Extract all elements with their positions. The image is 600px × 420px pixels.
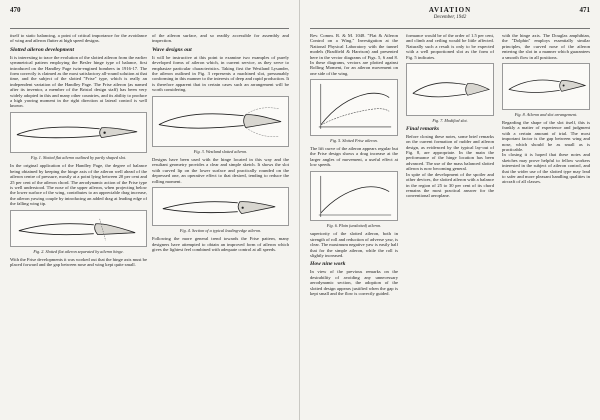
figure-7-caption: Fig. 7. Modified slot. bbox=[432, 117, 468, 123]
aileron-slot-arrangement-diagram bbox=[503, 64, 589, 109]
body-paragraph: It will be instructive at this point to examine two examples of purely developed forms of aileron which, in current service, as they serve to emphasize particular characteristics. Taking first the Westland Lysander, the aileron outlined in Fig. 3 represents a machined slot, presumably conforming in this manner to the interests of deep and rapid production. It is therefore apparent that in certain cases such an arrangement will be worth considering. bbox=[152, 54, 289, 93]
body-paragraph: with the hinge axis. The Douglas amphibian, the "Dolphin" employs essentially similar principles, the curved nose of the aileron entering the slot in a manner which guarantees a smooth flow in all positions. bbox=[502, 33, 590, 60]
left-column-1 bbox=[10, 33, 147, 419]
figure-7 bbox=[406, 63, 494, 116]
figure-5 bbox=[310, 79, 398, 136]
section-heading: Wave designs out bbox=[152, 46, 192, 53]
right-column-1 bbox=[310, 33, 398, 419]
figure-3-caption: Fig. 3. Westland slotted aileron. bbox=[193, 148, 248, 154]
section-heading: Slotted aileron development bbox=[10, 46, 75, 53]
body-paragraph: of the aileron surface, and so readily accessible for assembly and inspection. bbox=[152, 33, 289, 44]
left-page-header bbox=[10, 6, 289, 29]
figure-8-caption: Fig. 8. Aileron and slot arrangement. bbox=[514, 111, 578, 117]
figure-6-caption: Fig. 6. Plain (unslotted) aileron. bbox=[326, 223, 382, 229]
figure-6 bbox=[310, 171, 398, 222]
westland-aileron-diagram bbox=[153, 97, 288, 146]
aileron-section-diagram-2 bbox=[11, 211, 146, 246]
masthead: AVIATION bbox=[428, 6, 472, 14]
right-column-2 bbox=[406, 33, 494, 419]
body-paragraph: superiority of the slotted aileron, both in strength of roll and reduction of adverse yaw, is clear. The maximum negative yaw is easily half that for the simple aileron, while the roll is slightly increased. bbox=[310, 231, 398, 259]
body-paragraph: The lift curve of the aileron appears regular but the Frise design shows a drag increase at the larger angles of movement, a useful effect at low speeds. bbox=[310, 145, 398, 168]
aileron-section-diagram-1 bbox=[11, 113, 146, 152]
left-column-2 bbox=[152, 33, 289, 419]
plain-aileron-vector-diagram bbox=[311, 172, 397, 221]
body-paragraph: It is interesting to trace the evolution of the slotted aileron from the earlier symmetrical pattern employing the Besler hinge type of balance, first introduced on the Handley Page twin-engined bombers in 1916-17. The form correctly is claimed as the most satisfactory all-round solution at that time, and the subject of the slotted "Frise" type, which is really an independent variation of the Handley Page. The Frise aileron (as named after its inventor, a member of the Bristol design staff) has been very widely adopted in this and many other countries, and its ability to produce a high yawing moment in the right direction at lateral control is well known. bbox=[10, 54, 147, 109]
figure-1 bbox=[10, 112, 147, 153]
body-paragraph: In closing it is hoped that these notes and sketches may prove helpful to fellow workers interested in the subject of aileron control, and that the wider use of the slotted type may lead to safer and more pleasant handling qualities in aircraft of all classes. bbox=[502, 152, 590, 185]
figure-3 bbox=[152, 96, 289, 147]
figure-8 bbox=[502, 63, 590, 110]
figure-5-caption: Fig. 5. Slotted Frise aileron. bbox=[330, 137, 378, 143]
body-paragraph: In spite of the development of the spoiler and other devices, the slotted aileron with a balance in the region of 25 to 30 per cent of its chord remains the most practical answer for the conventional aeroplane. bbox=[406, 171, 494, 199]
left-page-number: 470 bbox=[10, 6, 21, 14]
modified-slot-diagram bbox=[407, 64, 493, 115]
issue-date: December, 1942 bbox=[433, 15, 467, 20]
figure-2 bbox=[10, 210, 147, 247]
section-heading: Final remarks bbox=[406, 125, 440, 132]
figure-2-caption: Fig. 2. Slotted flat aileron separated by aileron hinge. bbox=[33, 249, 124, 254]
body-paragraph: In view of the previous remarks on the desirability of avoiding any unnecessary aerodynamic section, the adoption of the slotted design appears justified when the gap is kept small and the flow is correctly guided. bbox=[310, 269, 398, 297]
right-page-number: 471 bbox=[579, 6, 590, 14]
figure-4-caption: Fig. 4. Section of a typical leading-edge aileron. bbox=[179, 228, 262, 234]
right-column-3 bbox=[502, 33, 590, 419]
body-paragraph: With the Frise developments it was worked out that the hinge axis must be placed forward and the gap between nose and wing kept quite small. bbox=[10, 257, 147, 268]
body-paragraph: itself to static balancing, a point of critical importance for the avoidance of wing and aileron flutter at high speed designs. bbox=[10, 33, 147, 44]
body-paragraph: Rev. Comm. R. & M. 1048. "Flat & Aileron Control on a Wing." Investigation at the National Physical Laboratory with the tunnel models (Bradfield & Harrison) and presented here in the vector diagrams of Figs. 5, 6 and 8. In these diagrams, vectors are plotted against Rolling Moment, for an aileron movement on one side of the wing. bbox=[310, 33, 398, 76]
body-paragraph: Following the more general trend towards the Frise pattern, many designers have attempted to obtain an improved form of aileron which gives the lightest feel combined with adequate control at all speeds. bbox=[152, 236, 289, 253]
leading-edge-aileron-diagram bbox=[153, 188, 288, 225]
figure-1-caption: Fig. 1. Slotted flat aileron outlined by partly shaped slot. bbox=[30, 155, 127, 161]
body-paragraph: In the original application of the Handley Page, the degree of balance being obtained by keeping the hinge axis of the aileron well ahead of the aileron centre of pressure, mostly at a point lying between 20 per cent and 25 per cent of the aileron chord. The aerodynamic action of the Frise type is well understood. The nose of the upper aileron, when projecting below the lower surface of the wing, contributes to an appreciable drag increase, the aileron yawing couple by introducing an added drag at leading edge of the falling wing tip. bbox=[10, 163, 147, 207]
body-paragraph: Before closing these notes, some brief remarks on the current formation of rudder and aileron design, as evidenced by the typical lay-out of Fig. 8, are appropriate. In the main the performance of the hinge location has been advanced. The use of the mass balanced slotted aileron is now becoming general. bbox=[406, 133, 494, 172]
right-page bbox=[300, 0, 600, 420]
frise-aileron-vector-diagram bbox=[311, 80, 397, 135]
right-page-header bbox=[310, 6, 590, 29]
figure-4 bbox=[152, 187, 289, 226]
body-paragraph: formance would be of the order of 1.5 per cent, and climb and ceiling would be little affected. Naturally such a result is only to be expected with a well proportioned slot as the form of Fig. 5 indicates. bbox=[406, 33, 494, 60]
section-heading: How nine work bbox=[310, 261, 346, 268]
body-paragraph: Regarding the shape of the slot itself, this is frankly a matter of experience and judgment with a certain amount of trial. The most important factor is the gap between wing and nose, which should be as small as is practicable. bbox=[502, 119, 590, 153]
body-paragraph: Designs have been used with the hinge located in this way and the resultant geometry provides a clear and simple sketch. It shows the slot with curved lip on the lower surface and practically rounded on the depressed one, an operative effect to that desired, tending to reduce the rolling moment. bbox=[152, 156, 289, 184]
